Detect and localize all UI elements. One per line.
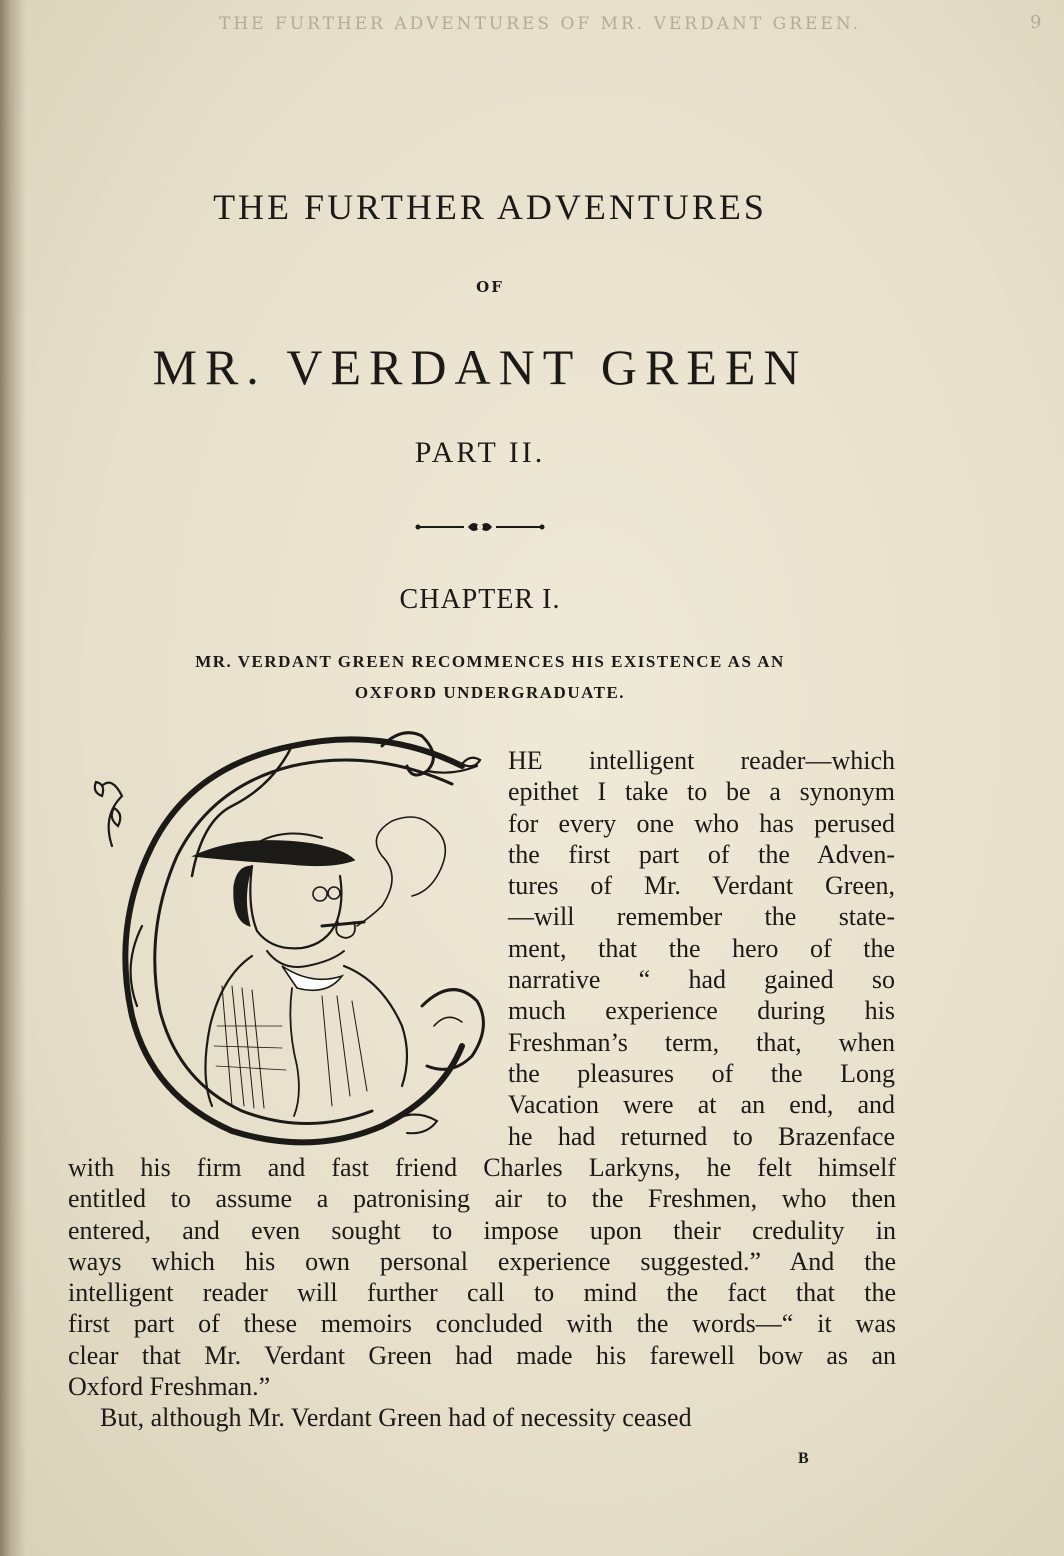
page-gutter-shadow xyxy=(0,0,26,1556)
text-line: entitled to assume a patronising air to the Freshmen, who then xyxy=(68,1184,896,1214)
text-line: the first part of the Adven- xyxy=(508,839,895,869)
chapter-subtitle-line-1: MR. VERDANT GREEN RECOMMENCES HIS EXISTENCE AS AN xyxy=(195,652,785,671)
text-line: But, although Mr. Verdant Green had of necessity ceased xyxy=(100,1403,692,1433)
text-line: much experience during his xyxy=(508,996,895,1026)
text-line: —will remember the state- xyxy=(508,902,895,932)
text-line: narrative “ had gained so xyxy=(508,965,895,995)
text-line: for every one who has perused xyxy=(508,808,895,838)
text-line: Vacation were at an end, and xyxy=(508,1090,895,1120)
text-line: epithet I take to be a synonym xyxy=(508,777,895,807)
chapter-heading: CHAPTER I. xyxy=(399,584,561,615)
ornament-divider xyxy=(412,517,548,537)
title-line-2: MR. VERDANT GREEN xyxy=(152,339,808,395)
title-line-1: THE FURTHER ADVENTURES xyxy=(213,187,767,227)
chapter-subtitle xyxy=(80,646,900,708)
text-line: clear that Mr. Verdant Green had made his farewell bow as an xyxy=(68,1340,896,1370)
text-line: ways which his own personal experience suggested.” And the xyxy=(68,1246,896,1276)
title-of: OF xyxy=(476,278,504,296)
chapter-subtitle-line-2: OXFORD UNDERGRADUATE. xyxy=(354,683,626,702)
page-number: 9 xyxy=(1030,12,1042,33)
text-line: HE intelligent reader—which xyxy=(508,746,895,775)
text-line: he had returned to Brazenface xyxy=(508,1121,895,1151)
text-line: ment, that the hero of the xyxy=(508,933,895,963)
full-width-text xyxy=(68,1152,896,1434)
text-line: tures of Mr. Verdant Green, xyxy=(508,871,895,901)
running-head: THE FURTHER ADVENTURES OF MR. VERDANT GREEN. xyxy=(218,14,862,34)
part-heading: PART II. xyxy=(414,436,546,469)
signature-mark: B xyxy=(798,1450,809,1467)
right-column-text xyxy=(508,745,895,1152)
text-line: Oxford Freshman.” xyxy=(68,1372,271,1402)
text-line: entered, and even sought to impose upon their credulity in xyxy=(68,1215,896,1245)
text-line: with his firm and fast friend Charles Larkyns, he felt himself xyxy=(68,1153,896,1182)
text-line: intelligent reader will further call to mind the fact that the xyxy=(68,1278,896,1308)
text-line: the pleasures of the Long xyxy=(508,1058,895,1088)
text-line: Freshman’s term, that, when xyxy=(508,1027,895,1057)
decorated-initial-illustration xyxy=(82,726,490,1150)
text-line: first part of these memoirs concluded with the words—“ it was xyxy=(68,1309,896,1339)
